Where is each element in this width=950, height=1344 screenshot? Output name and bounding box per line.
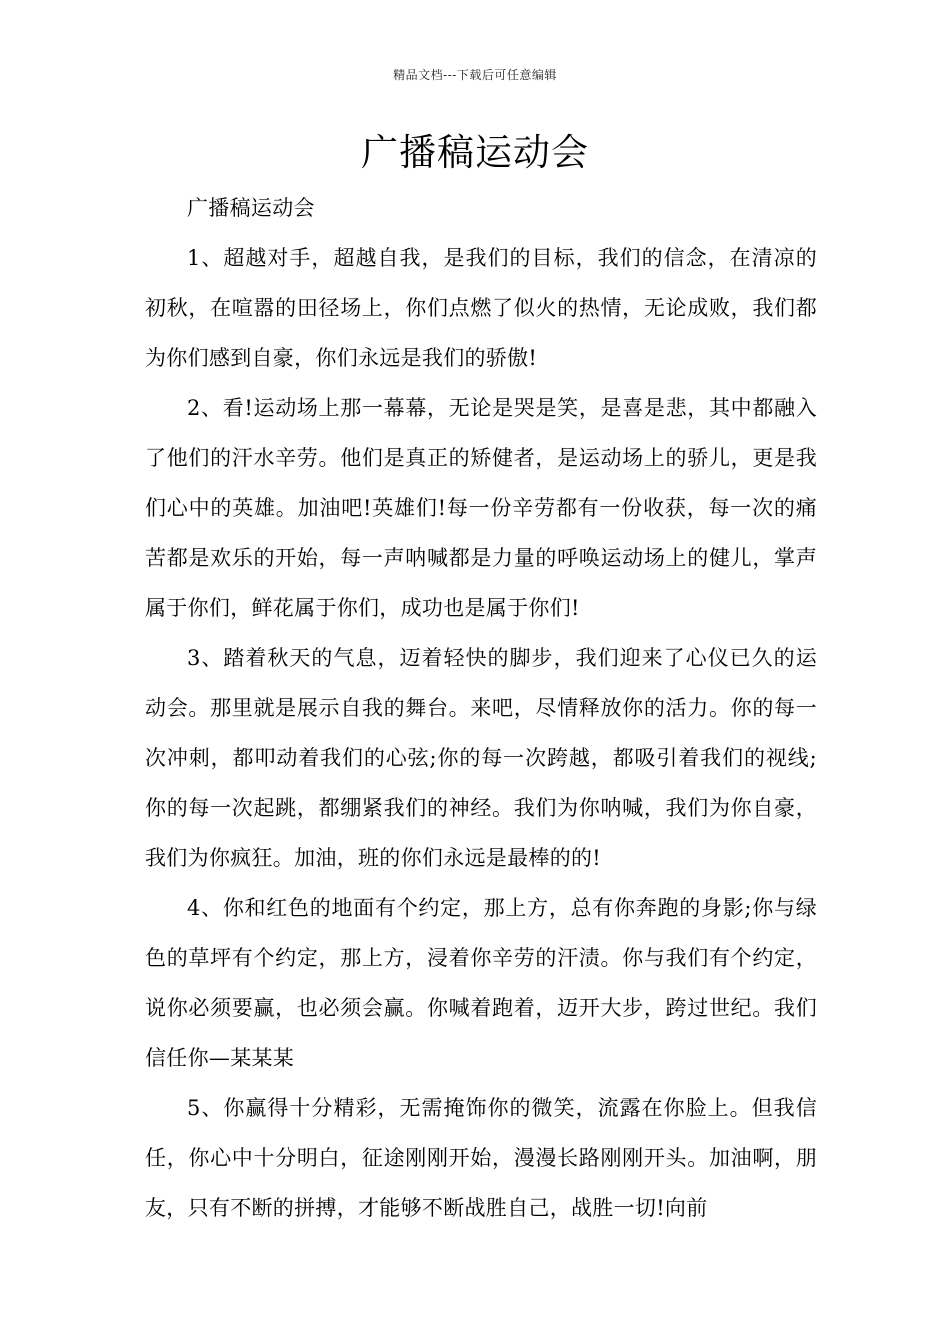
document-title: 广播稿运动会 (361, 131, 589, 174)
paragraph-4: 4、你和红色的地面有个约定，那上方，总有你奔跑的身影;你与绿色的草坪有个约定，那上方，浸着你辛劳的汗渍。你与我们有个约定，说你必须要赢，也必须会赢。你喊着跑着，迈开大步，跨过世纪。我们信任你—某某某 (145, 896, 817, 1070)
subtitle-line: 广播稿运动会 (187, 196, 315, 220)
document-body (145, 183, 817, 1233)
paragraph-3: 3、踏着秋天的气息，迈着轻快的脚步，我们迎来了心仪已久的运动会。那里就是展示自我的舞台。来吧，尽情释放你的活力。你的每一次冲刺，都叩动着我们的心弦;你的每一次跨越，都吸引着我们的视线;你的每一次起跳，都绷紧我们的神经。我们为你呐喊，我们为你自豪，我们为你疯狂。加油，班的你们永远是最棒的的! (145, 646, 817, 870)
header-note: 精品文档---下载后可任意编辑 (393, 68, 557, 82)
paragraph-1: 1、超越对手，超越自我，是我们的目标，我们的信念，在清凉的初秋，在喧嚣的田径场上，你们点燃了似火的热情，无论成败，我们都为你们感到自豪，你们永远是我们的骄傲! (145, 246, 817, 370)
paragraph-2: 2、看!运动场上那一幕幕，无论是哭是笑，是喜是悲，其中都融入了他们的汗水辛劳。他们是真正的矫健者，是运动场上的骄儿，更是我们心中的英雄。加油吧!英雄们!每一份辛劳都有一份收获，每一次的痛苦都是欢乐的开始，每一声呐喊都是力量的呼唤运动场上的健儿，掌声属于你们，鲜花属于你们，成功也是属于你们! (145, 396, 817, 620)
paragraph-5: 5、你赢得十分精彩，无需掩饰你的微笑，流露在你脸上。但我信任，你心中十分明白，征途刚刚开始，漫漫长路刚刚开头。加油啊，朋友，只有不断的拼搏，才能够不断战胜自己，战胜一切!向前 (145, 1096, 817, 1220)
